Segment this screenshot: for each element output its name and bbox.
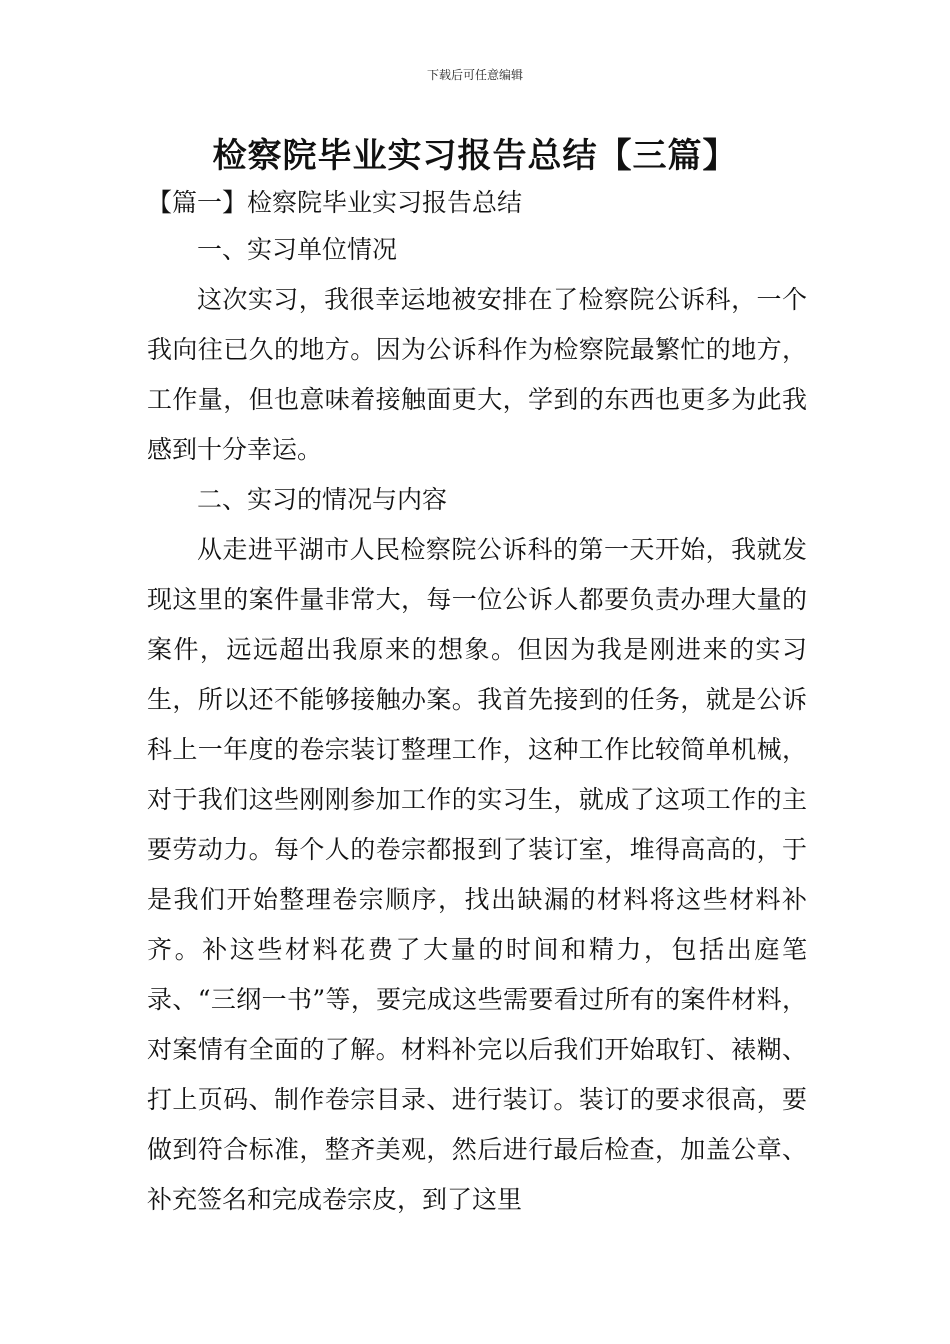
section-paragraph-content: 从走进平湖市人民检察院公诉科的第一天开始，我就发现这里的案件量非常大，每一位公诉人都要负责办理大量的案件，远远超出我原来的想象。但因为我是刚进来的实习生，所以还不能够接触办案。我首先接到的任务，就是公诉科上一年度的卷宗装订整理工作，这种工作比较简单机械，对于我们这些刚刚参加工作的实习生，就成了这项工作的主要劳动力。每个人的卷宗都报到了装订室，堆得高高的，于是我们开始整理卷宗顺序，找出缺漏的材料将这些材料补齐。补这些材料花费了大量的时间和精力，包括出庭笔录、“三纲一书”等，要完成这些需要看过所有的案件材料，对案情有全面的了解。材料补完以后我们开始取钉、裱糊、打上页码、制作卷宗目录、进行装订。装订的要求很高，要做到符合标准，整齐美观，然后进行最后检查，加盖公章、补充签名和完成卷宗皮，到了这里 [147, 535, 807, 1214]
section-heading-unit: 一、实习单位情况 [197, 235, 398, 264]
section-heading-content: 二、实习的情况与内容 [197, 485, 448, 514]
part-label: 【篇一】检察院毕业实习报告总结 [147, 188, 523, 217]
document-title: 检察院毕业实习报告总结【三篇】 [212, 136, 738, 176]
header-note: 下载后可任意编辑 [426, 68, 523, 82]
section-paragraph-unit: 这次实习，我很幸运地被安排在了检察院公诉科，一个我向往已久的地方。因为公诉科作为检察院最繁忙的地方，工作量，但也意味着接触面更大，学到的东西也更多为此我感到十分幸运。 [147, 285, 807, 464]
